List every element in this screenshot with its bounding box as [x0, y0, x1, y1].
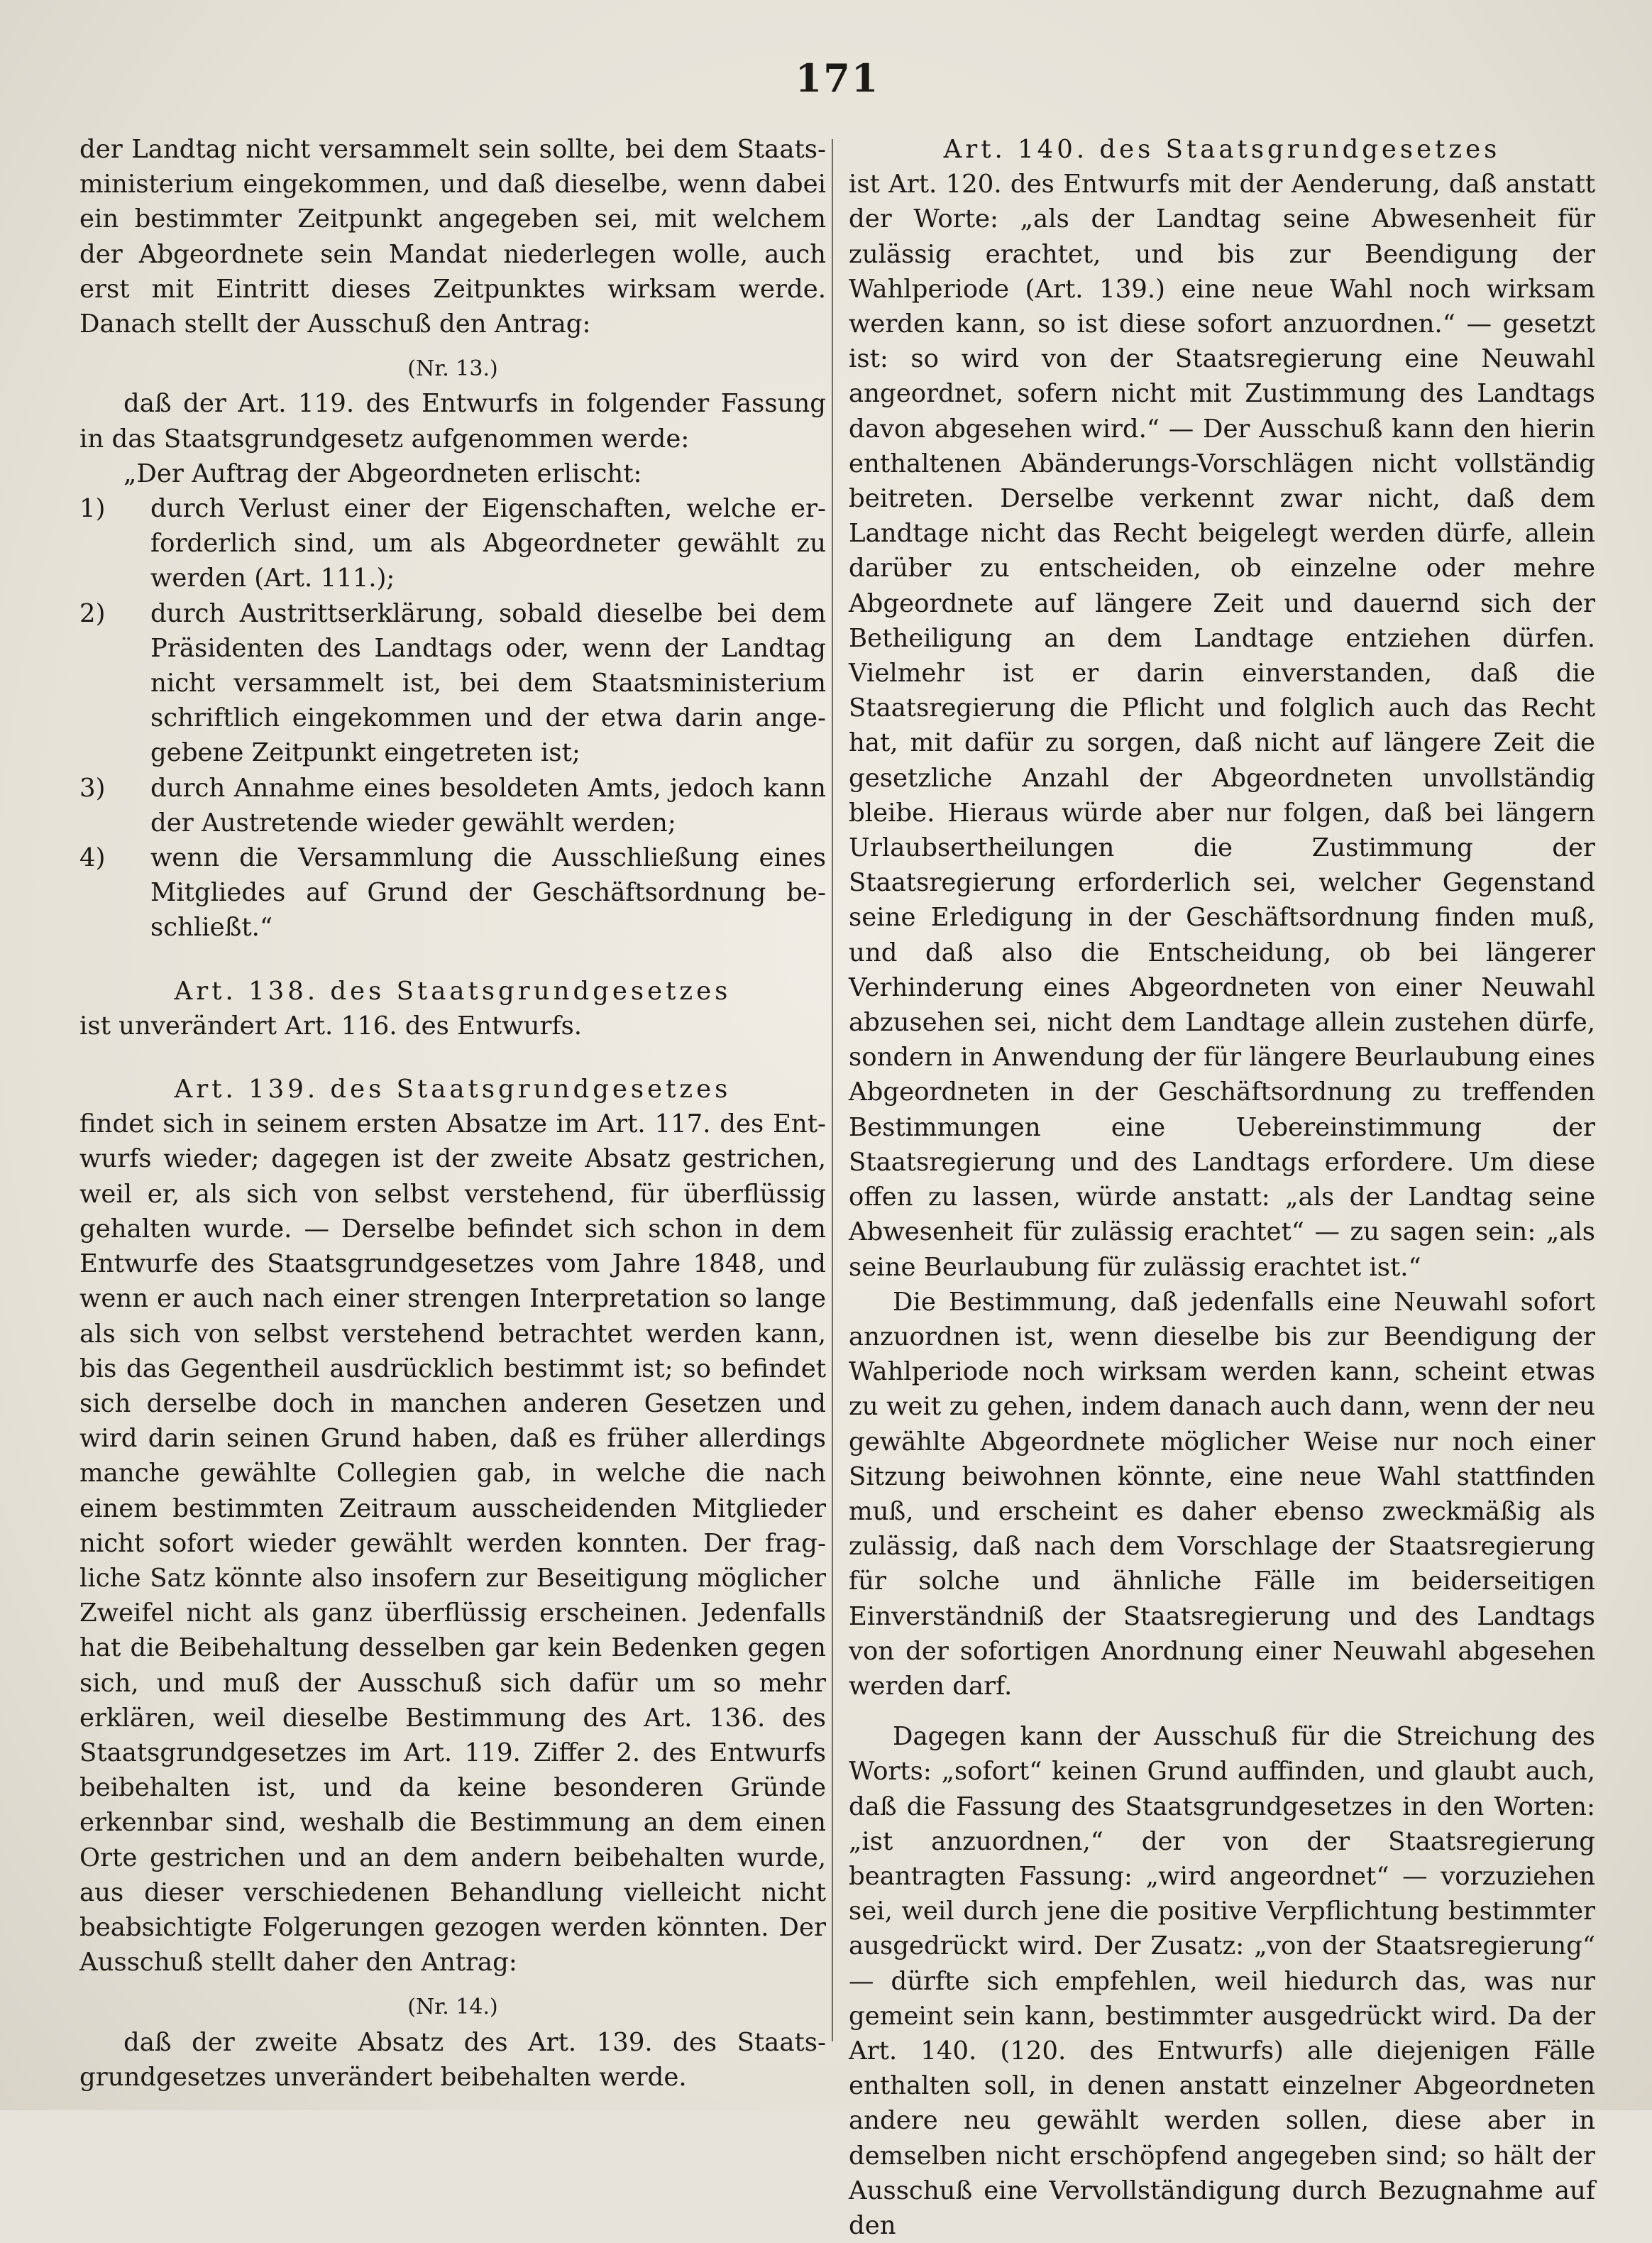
section-text-art-140: ist Art. 120. des Entwurfs mit der Aenderung, daß anstatt der Worte: „als der Landtag seine Abwesenheit für zulässig erachtet, und bis zur Beendigung der Wahlperiode (Art. 139.) eine neue Wahl noch wirksam werden kann, so ist diese sofort anzuordnen.“ — gesetzt ist: so wird von der Staatsregierung eine Neuwahl angeordnet, sofern nicht mit Zustimmung des Landtags davon abgesehen wird.“ — Der Ausschuß kann den hierin enthaltenen Abänderungs-Vorschlägen nicht vollständig beitreten. Derselbe verkennt zwar nicht, daß dem Landtage nicht das Recht beigelegt werden dürfe, allein darüber zu entscheiden, ob einzelne oder mehre Abgeordnete auf längere Zeit und dauernd sich der Betheiligung an dem Landtage entziehen dürfen. Vielmehr ist er darin einverstanden, daß die Staatsregierung die Pflicht und folglich auch das Recht hat, mit dafür zu sorgen, daß nicht auf längere Zeit die gesetzliche Anzahl der Abgeordneten unvollständig bleibe. Hieraus würde aber nur folgen, daß bei längern Urlaubsertheilungen die Zustimmung der Staatsregierung erforderlich sei, welcher Gegenstand seine Erledigung in der Geschäftsordnung finden muß, und daß also die Entscheidung, ob bei längerer Verhinderung eines Abgeordneten von einer Neuwahl abzusehen sei, nicht dem Landtage allein zustehen dürfe, sondern in Anwendung der für längere Beurlaubung eines Abgeordneten in der Geschäftsordnung zu treffenden Bestimmungen eine Uebereinstimmung der Staatsregierung und des Landtags erfordere. Um diese offen zu lassen, würde anstatt: „als der Landtag seine Abwesenheit für zulässig erachtet“ — zu sagen sein: „als seine Beurlaubung für zulässig erachtet ist.“ [849, 170, 1595, 1282]
right-column [849, 132, 1595, 2243]
list-item-number: 3) [79, 773, 106, 803]
list-item-text: durch Austrittserklärung, sobald dieselbe bei dem Präsidenten des Landtags oder, wenn der Landtag nicht versammelt ist, bei dem Staatsministerium schriftlich eingekommen und der etwa darin angegebene Zeitpunkt eingetreten ist; [150, 598, 826, 768]
enumerated-list [79, 491, 826, 945]
column-divider [832, 139, 833, 2041]
section-heading-art-138: Art. 138. des Staatsgrundgesetzes [174, 976, 732, 1006]
list-item [79, 771, 826, 840]
motion-number-13: (Nr. 13.) [407, 356, 498, 382]
motion-number-14: (Nr. 14.) [407, 1995, 498, 2020]
motion-text-13: daß der Art. 119. des Entwurfs in folgender Fassung in das Staatsgrundgesetz aufgenommen werde: [79, 389, 826, 454]
spacer [849, 1704, 1595, 1719]
spacer [79, 1043, 826, 1059]
paragraph-neuwahl: Die Bestimmung, daß jedenfalls eine Neuwahl sofort anzuordnen ist, wenn dieselbe bis zur Beendigung der Wahlperiode noch wirksam werden kann, scheint etwas zu weit zu gehen, indem danach auch dann, wenn der neu gewählte Abgeordnete möglicher Weise nur noch einer Sitzung beiwohnen könnte, eine neue Wahl stattfinden muß, und erscheint es daher ebenso zweckmäßig als zulässig, daß nach dem Vorschlage der Staatsregierung für solche und ähnliche Fälle im beiderseitigen Einverständniß der Staatsregierung und des Landtags von der sofortigen Anordnung einer Neuwahl abgesehen werden darf. [849, 1287, 1595, 1701]
spacer [79, 945, 826, 961]
paragraph-streichung: Dagegen kann der Ausschuß für die Streichung des Worts: „sofort“ keinen Grund auffinden, und glaubt auch, daß die Fassung des Staatsgrundgesetzes in den Worten: „ist anzuordnen,“ der von der Staatsregierung beantragten Fassung: „wird angeordnet“ — vorzuziehen sei, weil durch jene die positive Verpflichtung bestimmter ausgedrückt wird. Der Zusatz: „von der Staatsregierung“ — dürfte sich empfehlen, weil hiedurch das, was nur gemeint sein kann, bestimmter ausgedrückt wird. Da der Art. 140. (120. des Entwurfs) alle diejenigen Fälle enthalten soll, in denen anstatt einzelner Abgeordneten andere neu gewählt werden sollen, diese aber in demselben nicht erschöpfend angegeben sind; so hält der Ausschuß eine Vervollständigung durch Bezugnahme auf den [849, 1722, 1595, 2240]
list-item-number: 4) [79, 843, 106, 873]
paragraph-continuation: der Landtag nicht versammelt sein sollte, bei dem Staatsministerium eingekommen, und daß dieselbe, wenn dabei ein bestimmter Zeitpunkt angegeben sei, mit welchem der Abgeordnete sein Mandat niederlegen wolle, auch erst mit Eintritt dieses Zeitpunktes wirksam werde. Danach stellt der Ausschuß den Antrag: [79, 135, 826, 339]
section-text-art-138: ist unverändert Art. 116. des Entwurfs. [79, 1011, 583, 1041]
page-number: 171 [795, 55, 880, 101]
motion-text-14: daß der zweite Absatz des Art. 139. des Staatsgrundgesetzes unverändert beibehalten werde. [79, 2027, 826, 2092]
list-item [79, 840, 826, 945]
list-item-text: durch Annahme eines besoldeten Amts, jedoch kann der Austretende wieder gewählt werden; [150, 773, 826, 838]
section-text-art-139: findet sich in seinem ersten Absatze im Art. 117. des Entwurfs wieder; dagegen ist der zweite Absatz gestrichen, weil er, als sich von selbst verstehend, für überflüssig gehalten wurde. — Derselbe befindet sich schon in dem Entwurfe des Staatsgrundgesetzes vom Jahre 1848, und wenn er auch nach einer strengen Interpretation so lange als sich von selbst verstehend betrachtet werden kann, bis das Gegentheil ausdrücklich bestimmt ist; so befindet sich derselbe doch in manchen anderen Gesetzen und wird darin seinen Grund haben, daß es früher allerdings manche gewählte Collegien gab, in welche die nach einem bestimmten Zeitraum ausscheidenden Mitglieder nicht sofort wieder gewählt werden konnten. Der fragliche Satz könnte also insofern zur Beseitigung möglicher Zweifel nicht als ganz überflüssig erscheinen. Jedenfalls hat die Beibehaltung desselben gar kein Bedenken gegen sich, und muß der Ausschuß sich dafür um so mehr erklären, weil dieselbe Bestimmung des Art. 136. des Staatsgrundgesetzes im Art. 119. Ziffer 2. des Entwurfs beibehalten ist, und da keine besonderen Gründe erkennbar sind, weshalb die Bestimmung an dem einen Orte gestrichen und an dem andern beibehalten wurde, aus dieser verschiedenen Behandlung vielleicht nicht beabsichtigte Folgerungen gezogen werden könnten. Der Ausschuß stellt daher den Antrag: [79, 1109, 826, 1978]
list-item-text: durch Verlust einer der Eigenschaften, welche erforderlich sind, um als Abgeordneter gewählt zu werden (Art. 111.); [150, 494, 826, 593]
section-heading-art-139: Art. 139. des Staatsgrundgesetzes [174, 1075, 732, 1104]
section-heading-art-140: Art. 140. des Staatsgrundgesetzes [943, 135, 1501, 164]
list-item [79, 596, 826, 771]
left-column [79, 132, 826, 2095]
list-item-number: 1) [79, 494, 106, 524]
quoted-article-intro: „Der Auftrag der Abgeordneten erlischt: [123, 459, 642, 488]
list-item-text: wenn die Versammlung die Ausschließung eines Mitgliedes auf Grund der Geschäftsordnung beschließt.“ [150, 843, 826, 943]
list-item-number: 2) [79, 598, 106, 628]
list-item [79, 491, 826, 596]
